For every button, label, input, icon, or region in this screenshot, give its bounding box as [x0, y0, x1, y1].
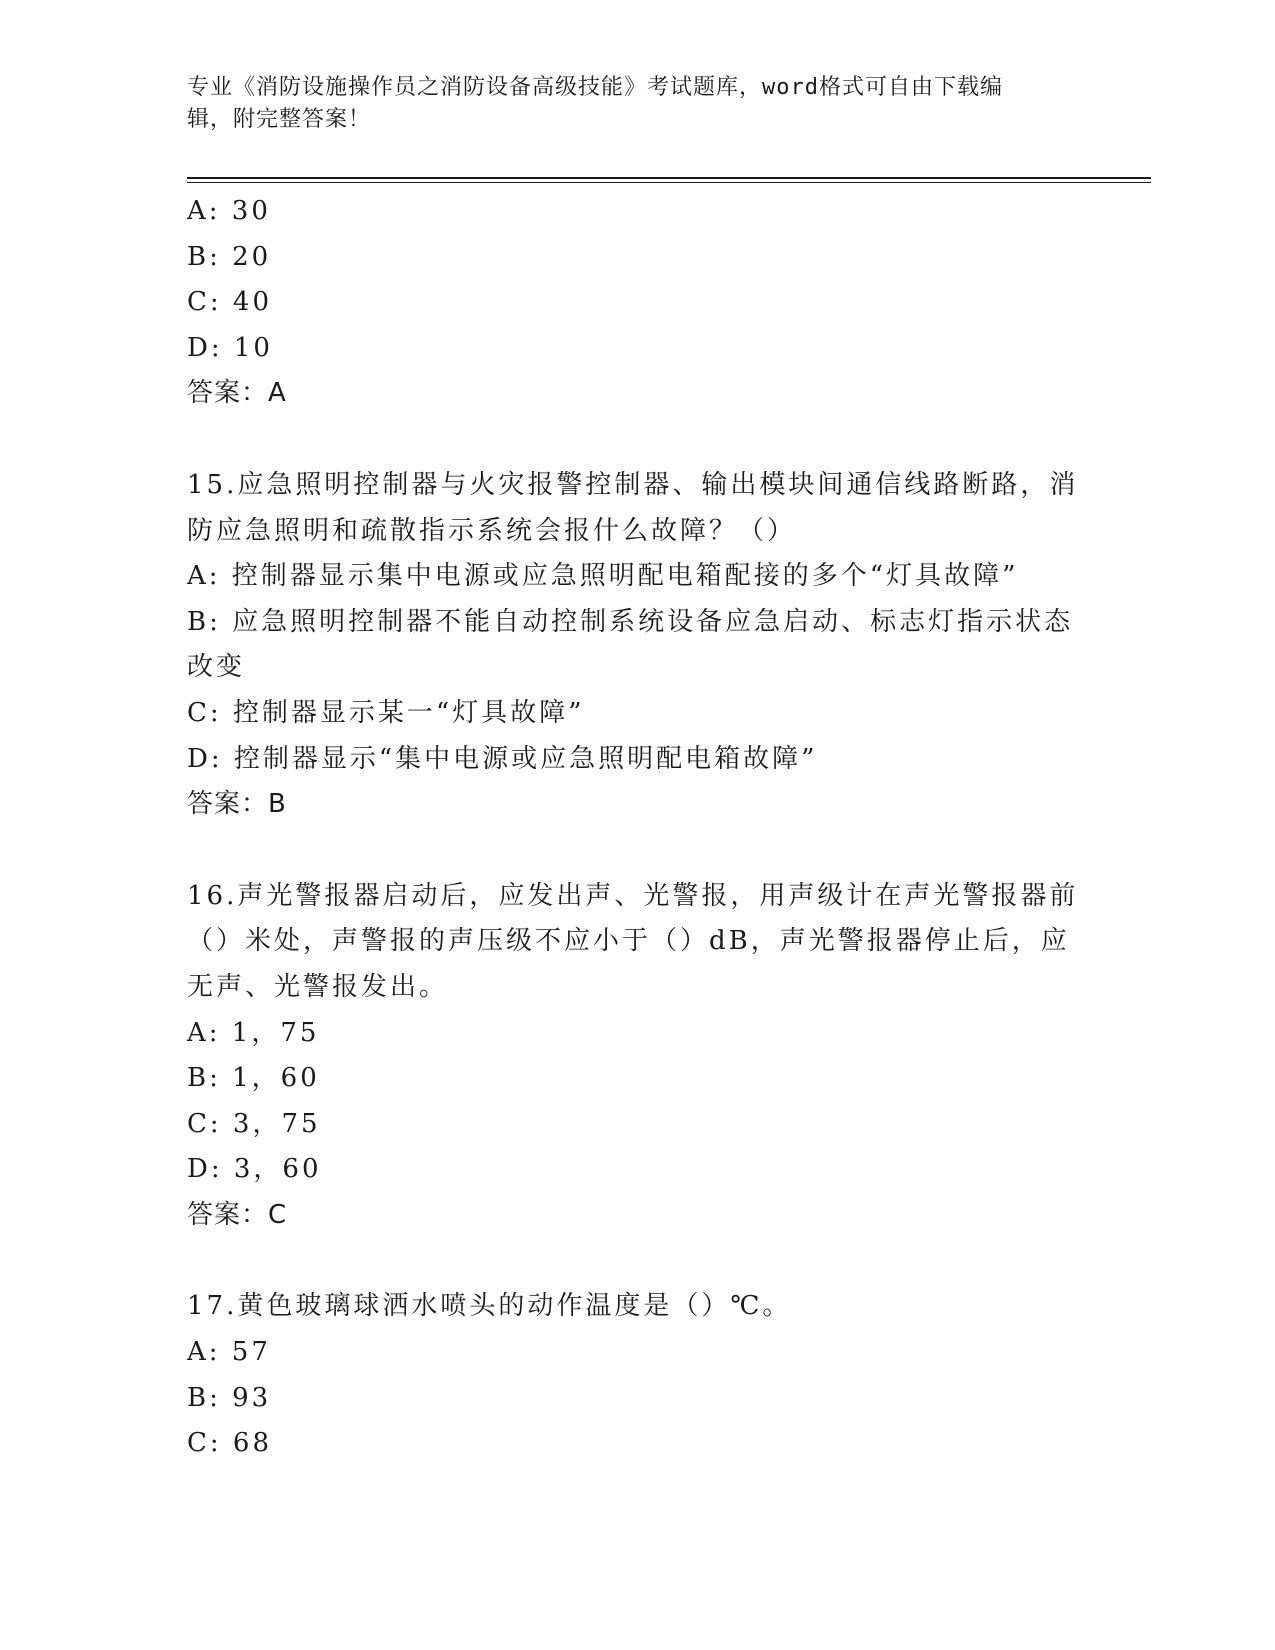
- question-text-line: 17.黄色玻璃球洒水喷头的动作温度是（）℃。: [187, 1291, 792, 1322]
- question-17: [187, 1284, 1087, 1466]
- question-text-line: （）米处，声警报的声压级不应小于（）dB，声光警报器停止后，应: [187, 926, 1070, 957]
- question-16: [187, 874, 1087, 1239]
- question-14-continuation: [187, 189, 1087, 417]
- option-c: C: 3，75: [187, 1108, 321, 1139]
- option-b-continued: 改变: [187, 652, 246, 683]
- option-c: C: 68: [187, 1428, 273, 1459]
- spacer: [187, 417, 1087, 463]
- option-a: A: 30: [187, 196, 271, 226]
- option-c: C: 40: [187, 287, 273, 318]
- answer-label: 答案：B: [187, 789, 287, 820]
- question-content: [187, 189, 1087, 1467]
- option-a: A: 控制器显示集中电源或应急照明配电箱配接的多个“灯具故障”: [187, 561, 1019, 592]
- header-line-2: 辑，附完整答案！: [187, 107, 372, 132]
- answer-label: 答案：A: [187, 378, 287, 409]
- option-b: B: 93: [187, 1382, 272, 1413]
- question-15: [187, 463, 1087, 828]
- option-a: A: 57: [187, 1337, 271, 1368]
- option-d: D: 3，60: [187, 1154, 322, 1185]
- option-d: D: 10: [187, 332, 273, 363]
- document-header: [187, 72, 1067, 136]
- question-text-line: 防应急照明和疏散指示系统会报什么故障？（）: [187, 515, 797, 546]
- spacer: [187, 828, 1087, 874]
- answer-label: 答案：C: [187, 1199, 288, 1230]
- option-d: D: 控制器显示“集中电源或应急照明配电箱故障”: [187, 743, 818, 774]
- header-line-1: 专业《消防设施操作员之消防设备高级技能》考试题库，word格式可自由下载编: [187, 75, 1003, 100]
- option-c: C: 控制器显示某一“灯具故障”: [187, 697, 585, 728]
- question-text-line: 无声、光警报发出。: [187, 971, 449, 1002]
- spacer: [187, 1238, 1087, 1284]
- header-divider-thin: [187, 182, 1151, 183]
- option-b: B: 应急照明控制器不能自动控制系统设备应急启动、标志灯指示状态: [187, 606, 1074, 637]
- header-divider-thick: [187, 177, 1151, 179]
- option-b: B: 20: [187, 241, 272, 272]
- question-text-line: 16.声光警报器启动后，应发出声、光警报，用声级计在声光警报器前: [187, 880, 1079, 911]
- option-a: A: 1，75: [187, 1017, 320, 1048]
- option-b: B: 1，60: [187, 1063, 320, 1094]
- question-text-line: 15.应急照明控制器与火灾报警控制器、输出模块间通信线路断路，消: [187, 469, 1079, 500]
